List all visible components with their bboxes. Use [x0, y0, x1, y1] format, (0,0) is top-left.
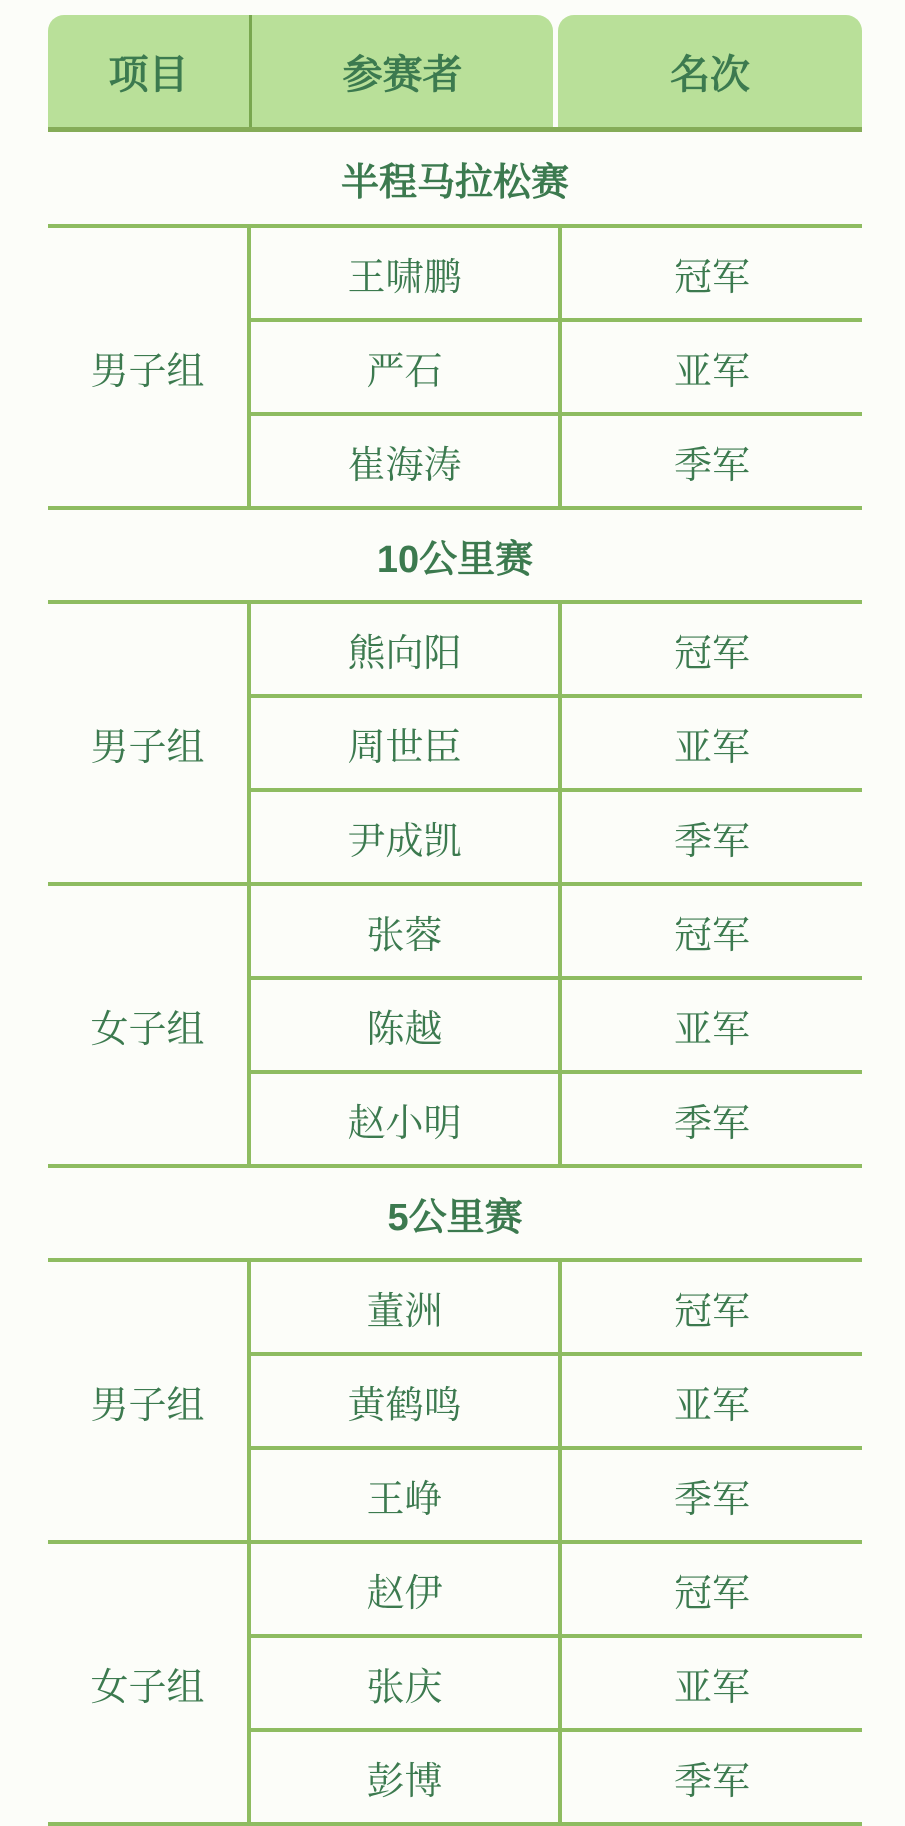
participant-name: 黄鹤鸣	[249, 1354, 560, 1448]
rank: 亚军	[560, 1354, 862, 1448]
participant-name: 王啸鹏	[249, 226, 560, 320]
rank: 亚军	[560, 978, 862, 1072]
section-row	[48, 132, 862, 226]
rank: 冠军	[560, 226, 862, 320]
rank: 季军	[560, 414, 862, 508]
participant-name: 严石	[249, 320, 560, 414]
rank: 季军	[560, 1448, 862, 1542]
rank: 季军	[560, 790, 862, 884]
section-row	[48, 1166, 862, 1260]
group-name: 男子组	[48, 226, 249, 508]
table-header	[48, 15, 862, 127]
section-title: 半程马拉松赛	[48, 132, 862, 226]
rank: 季军	[560, 1730, 862, 1824]
rank: 冠军	[560, 1542, 862, 1636]
rank: 季军	[560, 1072, 862, 1166]
participant-name: 赵小明	[249, 1072, 560, 1166]
result-row	[48, 602, 862, 696]
group-name: 男子组	[48, 1260, 249, 1542]
results-table	[48, 0, 862, 1826]
group-name: 男子组	[48, 602, 249, 884]
result-row	[48, 884, 862, 978]
section-row	[48, 508, 862, 602]
rank: 亚军	[560, 320, 862, 414]
section-title: 10公里赛	[48, 508, 862, 602]
participant-name: 张蓉	[249, 884, 560, 978]
participant-name: 董洲	[249, 1260, 560, 1354]
column-header-participant: 参赛者	[342, 52, 463, 97]
participant-name: 赵伊	[249, 1542, 560, 1636]
result-row	[48, 226, 862, 320]
header-box-left	[48, 15, 553, 127]
results-body	[48, 132, 862, 1826]
section-title: 5公里赛	[48, 1166, 862, 1260]
results-table-body	[48, 132, 862, 1824]
column-header-rank: 名次	[558, 15, 862, 127]
column-header-event: 项目	[108, 52, 189, 97]
rank: 亚军	[560, 1636, 862, 1730]
result-row	[48, 1260, 862, 1354]
rank: 冠军	[560, 884, 862, 978]
participant-name: 彭博	[249, 1730, 560, 1824]
participant-name: 周世臣	[249, 696, 560, 790]
participant-name: 陈越	[249, 978, 560, 1072]
participant-name: 熊向阳	[249, 602, 560, 696]
group-name: 女子组	[48, 1542, 249, 1824]
result-row	[48, 1542, 862, 1636]
participant-name: 尹成凯	[249, 790, 560, 884]
participant-name: 张庆	[249, 1636, 560, 1730]
participant-name: 崔海涛	[249, 414, 560, 508]
participant-name: 王峥	[249, 1448, 560, 1542]
group-name: 女子组	[48, 884, 249, 1166]
rank: 冠军	[560, 1260, 862, 1354]
rank: 冠军	[560, 602, 862, 696]
rank: 亚军	[560, 696, 862, 790]
